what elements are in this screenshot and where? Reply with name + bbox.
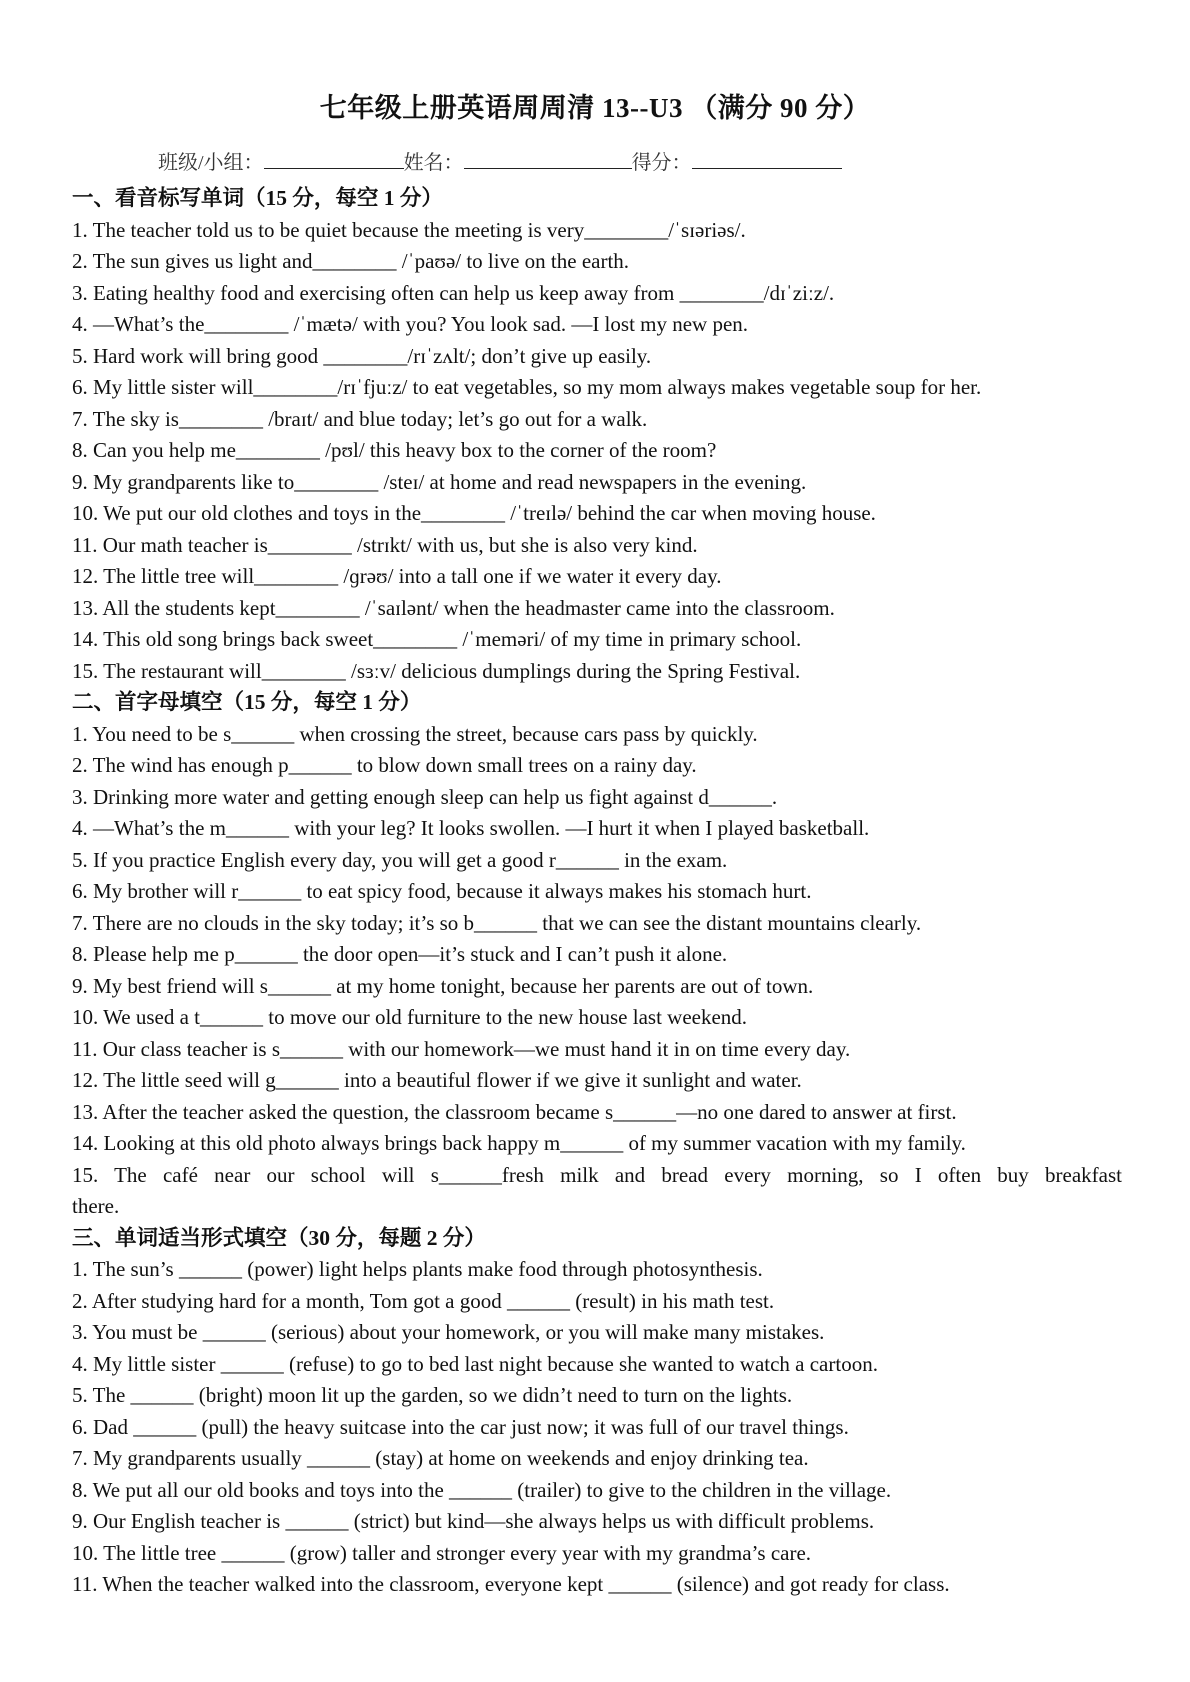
question-item: 9. Our English teacher is ______ (strict) but kind—she always helps us with difficult problems. [72, 1509, 875, 1533]
question-item: 11. Our math teacher is________ /strɪkt/ with us, but she is also very kind. [72, 532, 698, 557]
question-item: 6. My brother will r______ to eat spicy food, because it always makes his stomach hurt. [72, 879, 812, 903]
question-item: 2. The sun gives us light and________ /ˈpaʊə/ to live on the earth. [72, 249, 630, 273]
question-item: 15. The restaurant will________ /sɜːv/ delicious dumplings during the Spring Festival. [72, 658, 801, 683]
question-item: 1. The teacher told us to be quiet because the meeting is very________/ˈsɪəriəs/. [72, 217, 746, 242]
question-item: 3. You must be ______ (serious) about your homework, or you will make many mistakes. [72, 1320, 825, 1344]
question-item: 11. When the teacher walked into the classroom, everyone kept ______ (silence) and got ready for class. [72, 1572, 950, 1596]
question-item: 5. Hard work will bring good ________/rɪˈzʌlt/; don’t give up easily. [72, 343, 652, 368]
question-item: 13. All the students kept________ /ˈsaɪlənt/ when the headmaster came into the classroom. [72, 595, 835, 620]
question-item: 4. —What’s the m______ with your leg? It looks swollen. —I hurt it when I played basketball. [72, 816, 870, 840]
question-item: 1. The sun’s ______ (power) light helps plants make food through photosynthesis. [72, 1257, 763, 1281]
student-info-line [158, 146, 842, 175]
question-item: 14. This old song brings back sweet________ /ˈmeməri/ of my time in primary school. [72, 627, 802, 651]
name-blank[interactable] [464, 150, 632, 169]
question-line: there. [72, 1194, 120, 1218]
question-item: 7. The sky is________ /braɪt/ and blue today; let’s go out for a walk. [72, 406, 648, 431]
question-item: 11. Our class teacher is s______ with our homework—we must hand it in on time every day. [72, 1036, 851, 1061]
section-heading: 一、看音标写单词（15 分，每空 1 分） [72, 186, 443, 210]
question-item: 10. The little tree ______ (grow) taller and stronger every year with my grandma’s care. [72, 1540, 812, 1565]
question-item: 2. After studying hard for a month, Tom got a good ______ (result) in his math test. [72, 1288, 775, 1313]
score-blank[interactable] [692, 150, 842, 169]
question-item: 12. The little tree will________ /ɡrəʊ/ into a tall one if we water it every day. [72, 564, 722, 588]
question-item: 6. My little sister will________/rɪˈfjuːz/ to eat vegetables, so my mom always makes vegetable soup for her. [72, 375, 982, 399]
question-item: 13. After the teacher asked the question, the classroom became s______—no one dared to answer at first. [72, 1099, 957, 1124]
question-item: 8. Can you help me________ /pʊl/ this heavy box to the corner of the room? [72, 438, 717, 462]
question-item: 5. If you practice English every day, you will get a good r______ in the exam. [72, 847, 728, 872]
question-item: 5. The ______ (bright) moon lit up the garden, so we didn’t need to turn on the lights. [72, 1383, 793, 1407]
question-item: 9. My best friend will s______ at my home tonight, because her parents are out of town. [72, 973, 814, 998]
question-item: 4. My little sister ______ (refuse) to go to bed last night because she wanted to watch a cartoon. [72, 1351, 878, 1376]
question-item: 3. Eating healthy food and exercising often can help us keep away from ________/dɪˈziːz/. [72, 280, 835, 305]
class-blank[interactable] [264, 150, 404, 169]
worksheet-content [72, 183, 1122, 1601]
question-item: 1. You need to be s______ when crossing the street, because cars pass by quickly. [72, 721, 758, 746]
question-item: 8. Please help me p______ the door open—it’s stuck and I can’t push it alone. [72, 942, 728, 966]
score-label: 得分： [631, 152, 692, 174]
section-heading: 三、单词适当形式填空（30 分，每题 2 分） [72, 1225, 486, 1250]
name-label: 姓名： [403, 152, 464, 174]
question-item: 4. —What’s the________ /ˈmætə/ with you? You look sad. —I lost my new pen. [72, 312, 749, 336]
question-item: 3. Drinking more water and getting enough sleep can help us fight against d______. [72, 784, 778, 809]
question-item: 8. We put all our old books and toys into the ______ (trailer) to give to the children in the village. [72, 1477, 892, 1502]
question-item: 10. We put our old clothes and toys in the________ /ˈtreɪlə/ behind the car when moving house. [72, 501, 876, 525]
question-item: 10. We used a t______ to move our old furniture to the new house last weekend. [72, 1005, 748, 1029]
section-heading: 二、首字母填空（15 分，每空 1 分） [72, 690, 422, 714]
question-item: 14. Looking at this old photo always brings back happy m______ of my summer vacation with my family. [72, 1131, 966, 1155]
question-item: 2. The wind has enough p______ to blow down small trees on a rainy day. [72, 753, 697, 777]
class-label: 班级/小组： [158, 152, 264, 174]
page-title: 七年级上册英语周周清 13--U3 （满分 90 分） [319, 93, 871, 123]
question-item: 7. My grandparents usually ______ (stay) at home on weekends and enjoy drinking tea. [72, 1446, 809, 1470]
question-item: 9. My grandparents like to________ /steɪ/ at home and read newspapers in the evening. [72, 469, 807, 494]
question-item [72, 1160, 1122, 1223]
question-line: 15. The café near our school will s______fresh milk and bread every morning, so I often buy breakfast [72, 1162, 1122, 1187]
question-item: 12. The little seed will g______ into a beautiful flower if we give it sunlight and water. [72, 1068, 802, 1092]
question-item: 6. Dad ______ (pull) the heavy suitcase into the car just now; it was full of our travel things. [72, 1414, 849, 1439]
question-item: 7. There are no clouds in the sky today; it’s so b______ that we can see the distant mountains clearly. [72, 910, 922, 935]
